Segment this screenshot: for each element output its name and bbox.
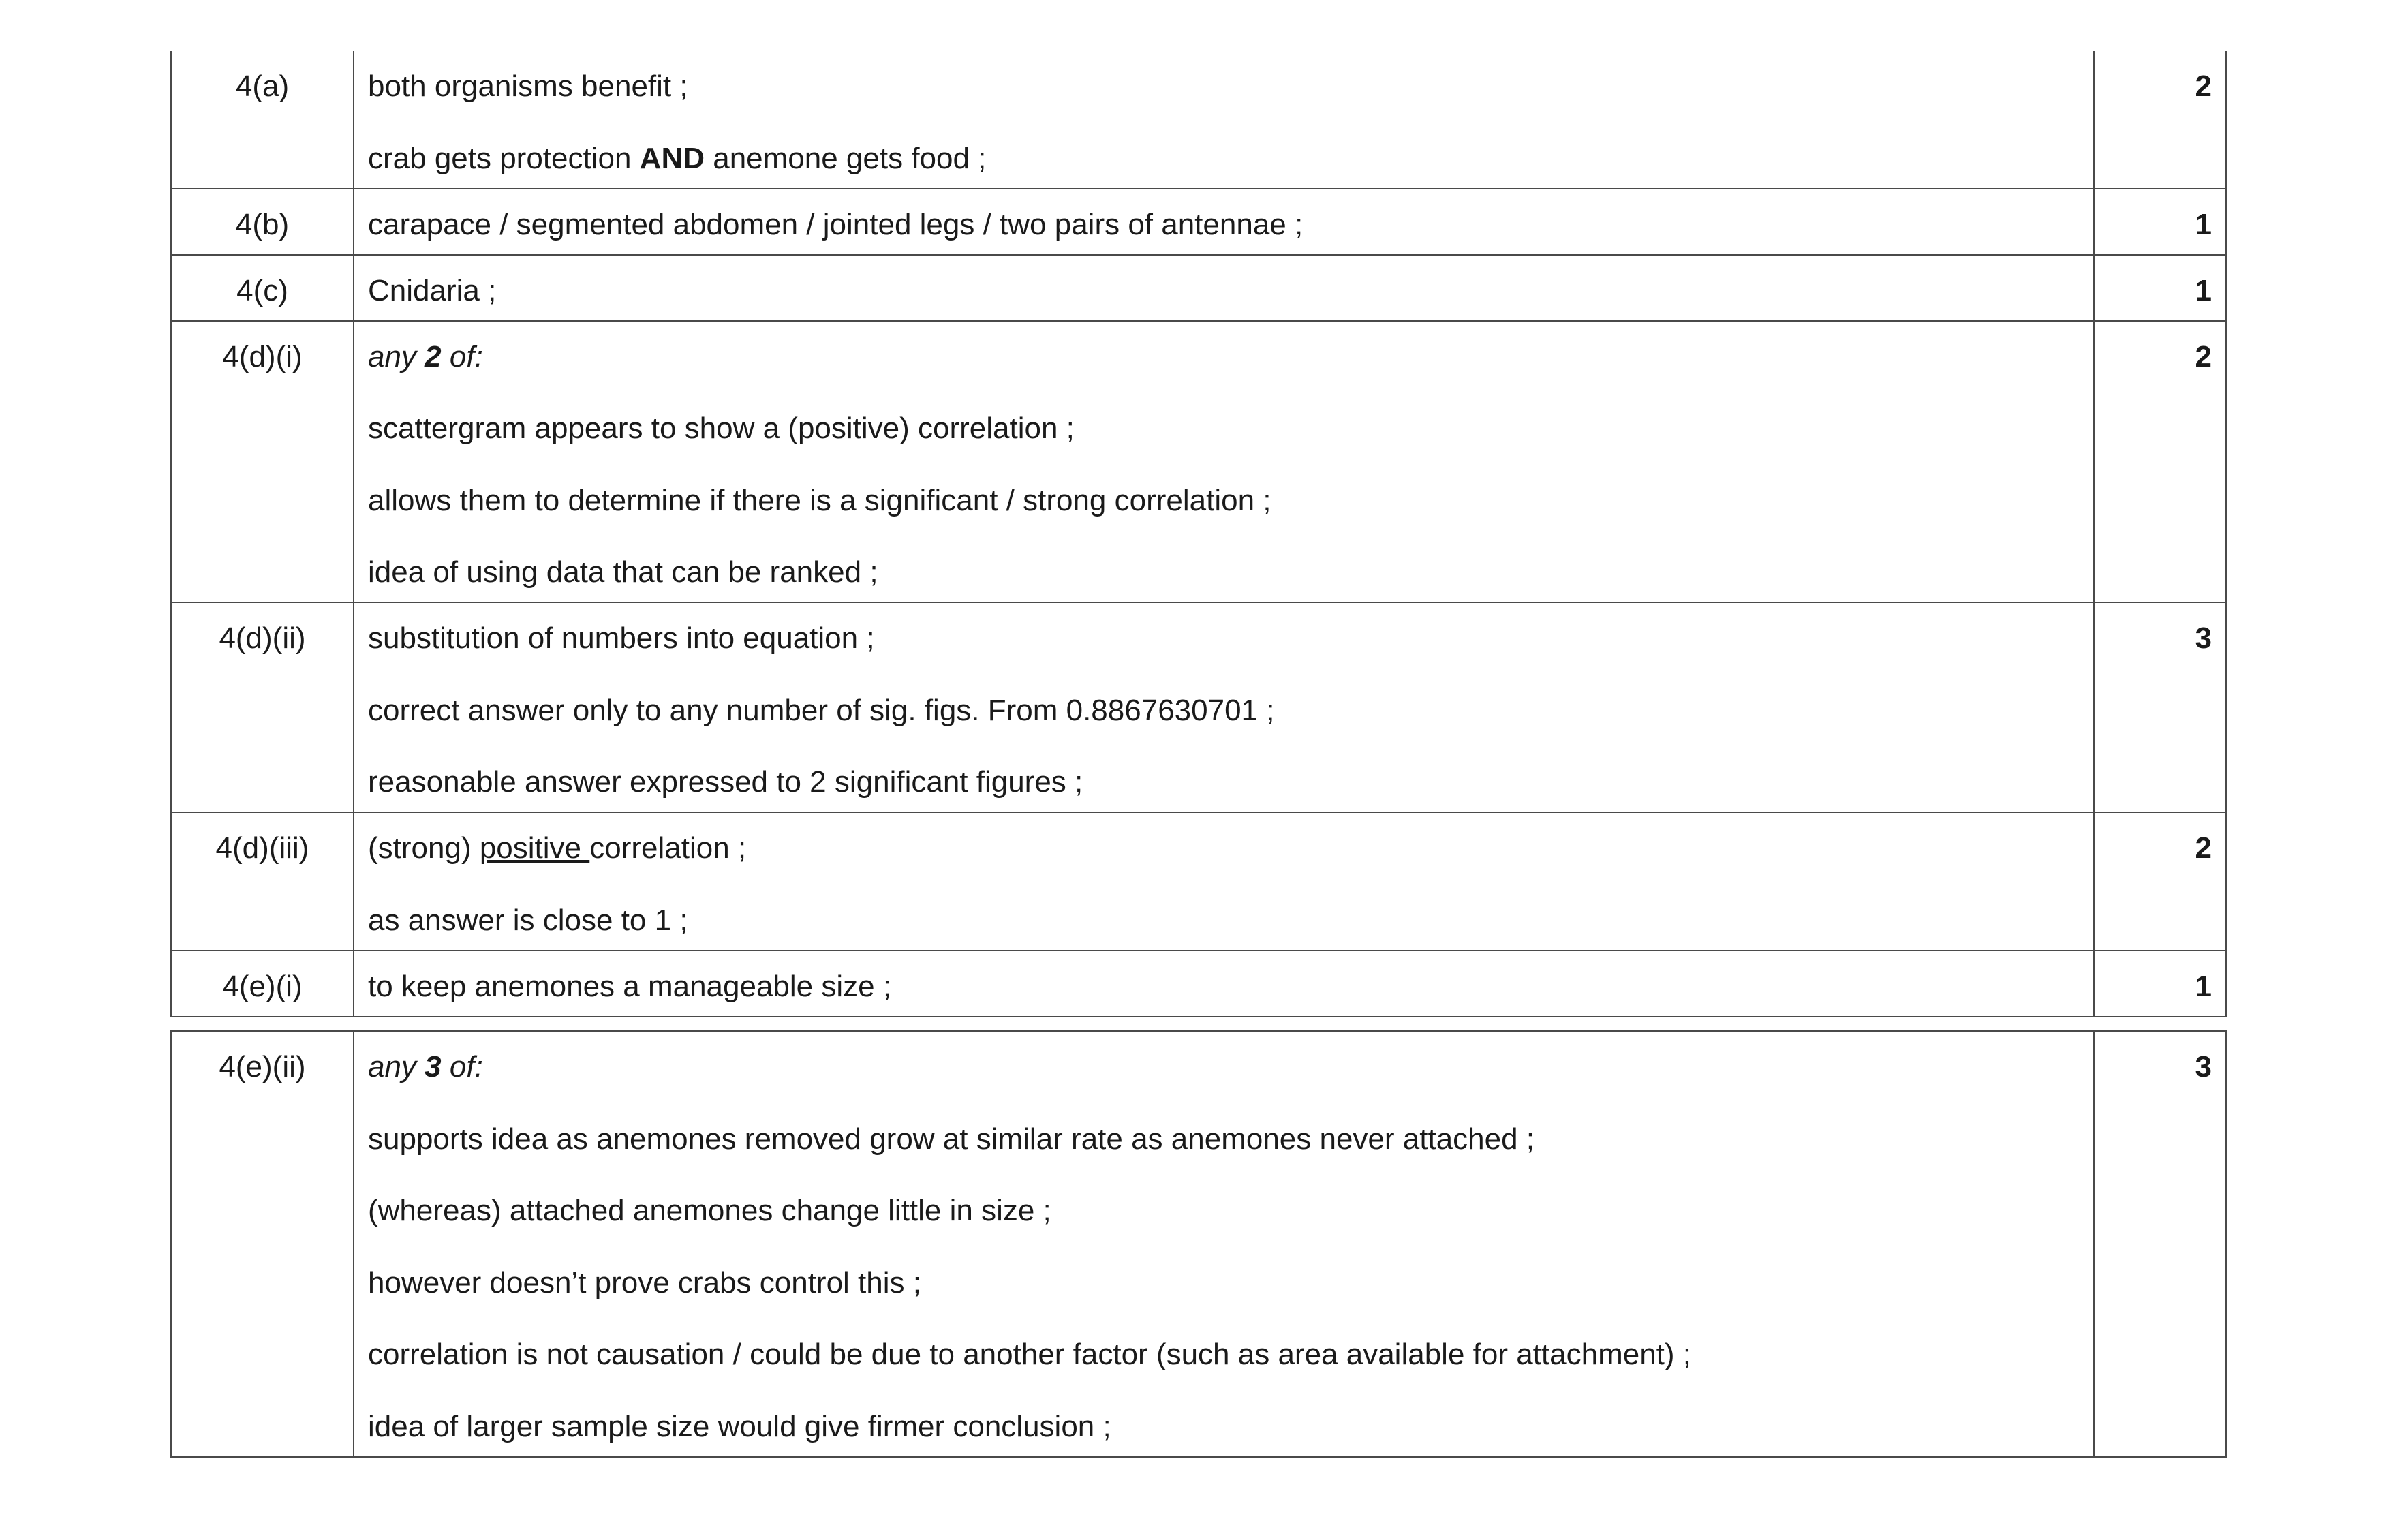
- answer-underlined: positive: [479, 831, 590, 865]
- table-row: [171, 602, 2226, 812]
- marks-value: 1: [2094, 951, 2226, 1017]
- answer-text: any: [368, 1050, 425, 1083]
- table-row: [171, 189, 2226, 255]
- answer-cell: [354, 51, 2094, 189]
- table-row: [171, 321, 2226, 603]
- answer-line: substitution of numbers into equation ;: [368, 621, 875, 655]
- answer-line: [368, 142, 2080, 176]
- answer-cell: [354, 812, 2094, 951]
- answer-text: (strong): [368, 831, 480, 865]
- answer-line: as answer is close to 1 ;: [368, 903, 688, 937]
- question-number: 4(c): [171, 255, 354, 321]
- answer-line: idea of larger sample size would give firmer conclusion ;: [368, 1409, 1111, 1443]
- answer-cell: [354, 255, 2094, 321]
- answer-emphasis: AND: [639, 141, 705, 175]
- table-row: [171, 51, 2226, 189]
- mark-scheme-table-continued: [170, 1030, 2227, 1458]
- answer-line: correct answer only to any number of sig. figs. From 0.8867630701 ;: [368, 693, 1275, 727]
- answer-line: both organisms benefit ;: [368, 70, 688, 103]
- marks-value: 3: [2094, 602, 2226, 812]
- table-row: [171, 255, 2226, 321]
- answer-line: correlation is not causation / could be due to another factor (such as area available for attachment) ;: [368, 1338, 1691, 1371]
- question-number: 4(d)(iii): [171, 812, 354, 951]
- question-number: 4(b): [171, 189, 354, 255]
- answer-emphasis: 3: [425, 1050, 442, 1083]
- question-number: 4(d)(ii): [171, 602, 354, 812]
- answer-line: carapace / segmented abdomen / jointed legs / two pairs of antennae ;: [368, 207, 1304, 241]
- answer-line: allows them to determine if there is a significant / strong correlation ;: [368, 483, 1271, 517]
- table-row: [171, 951, 2226, 1017]
- answer-line: Cnidaria ;: [368, 273, 497, 307]
- answer-cell: [354, 321, 2094, 603]
- marks-value: 1: [2094, 189, 2226, 255]
- answer-text: of:: [441, 1050, 483, 1083]
- answer-text: of:: [441, 339, 483, 373]
- answer-text: any: [368, 339, 425, 373]
- mark-scheme-table: [170, 51, 2227, 1017]
- answer-line: to keep anemones a manageable size ;: [368, 969, 892, 1003]
- answer-line: however doesn’t prove crabs control this ;: [368, 1265, 921, 1299]
- answer-cell: [354, 1031, 2094, 1457]
- marks-value: 2: [2094, 51, 2226, 189]
- answer-line: (whereas) attached anemones change little in size ;: [368, 1194, 1051, 1227]
- answer-text: correlation ;: [589, 831, 747, 865]
- answer-cell: [354, 602, 2094, 812]
- answer-intro: [368, 340, 2080, 412]
- question-number: 4(d)(i): [171, 321, 354, 603]
- answer-text: anemone gets food ;: [705, 141, 987, 175]
- answer-line: scattergram appears to show a (positive) correlation ;: [368, 412, 1075, 445]
- answer-emphasis: 2: [425, 339, 442, 373]
- question-number: 4(e)(i): [171, 951, 354, 1017]
- marks-value: 2: [2094, 321, 2226, 603]
- question-number: 4(a): [171, 51, 354, 189]
- marks-value: 2: [2094, 812, 2226, 951]
- answer-cell: [354, 189, 2094, 255]
- answer-line: idea of using data that can be ranked ;: [368, 555, 878, 589]
- table-row: [171, 812, 2226, 951]
- answer-intro: [368, 1050, 2080, 1122]
- table-row: [171, 1031, 2226, 1457]
- answer-line: reasonable answer expressed to 2 significant figures ;: [368, 765, 1083, 799]
- answer-cell: [354, 951, 2094, 1017]
- question-number: 4(e)(ii): [171, 1031, 354, 1457]
- marks-value: 3: [2094, 1031, 2226, 1457]
- answer-line: supports idea as anemones removed grow at similar rate as anemones never attached ;: [368, 1122, 1535, 1156]
- answer-text: crab gets protection: [368, 141, 640, 175]
- marks-value: 1: [2094, 255, 2226, 321]
- answer-line: [368, 831, 2080, 904]
